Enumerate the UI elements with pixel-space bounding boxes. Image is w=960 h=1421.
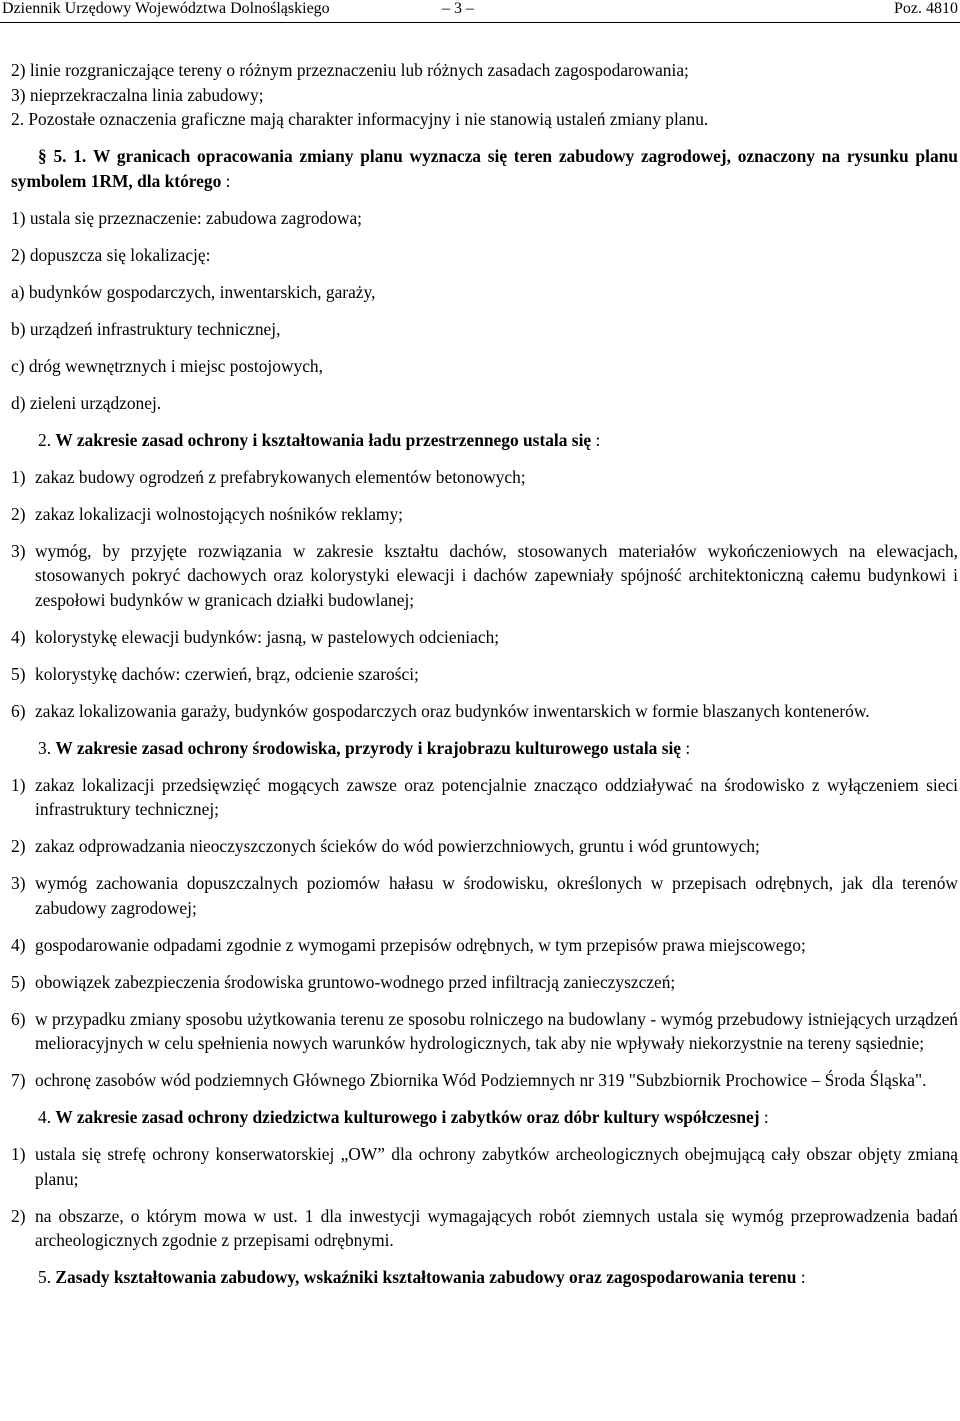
running-header: [0, 0, 960, 22]
section-4-title: W zakresie zasad ochrony dziedzictwa kulturowego i zabytków oraz dóbr kultury współczesnej: [55, 1107, 760, 1127]
s3-item-text: wymóg zachowania dopuszczalnych poziomów hałasu w środowisku, określonych w przepisach odrębnych, jak dla terenów zabudowy zagrodowej;: [35, 873, 958, 918]
s3-item: [11, 970, 958, 995]
s2-item-text: kolorystykę elewacji budynków: jasną, w pastelowych odcieniach;: [35, 626, 500, 647]
s2-item-number: 2): [11, 503, 26, 524]
s3-item-number: 3): [11, 873, 26, 893]
section-5b-colon: :: [796, 1267, 806, 1287]
s3-item: [11, 1007, 958, 1056]
s2-item-text: zakaz lokalizacji wolnostojących nośników reklamy;: [35, 503, 403, 524]
section-3-title: W zakresie zasad ochrony środowiska, przyrody i krajobrazu kulturowego ustala się: [55, 737, 682, 758]
journal-title: Dziennik Urzędowy Województwa Dolnośląskiego: [2, 0, 330, 17]
s2-item-number: 6): [11, 700, 26, 721]
s4-item: [11, 1204, 958, 1253]
section-2-number: 2.: [38, 429, 52, 450]
s2-item: [11, 699, 958, 724]
s3-item-number: 7): [11, 1070, 26, 1090]
s3-item-number: 1): [11, 774, 26, 795]
s3-item-text: zakaz odprowadzania nieoczyszczonych ścieków do wód powierzchniowych, gruntu i wód gruntowych;: [35, 836, 760, 856]
s2-item: [11, 465, 958, 490]
section-5b-number: 5.: [38, 1267, 52, 1287]
section-3-colon: :: [681, 737, 691, 758]
s2-item-number: 1): [11, 466, 26, 487]
position-number: Poz. 4810: [894, 0, 958, 17]
section-3-heading: [11, 736, 958, 761]
section-3-number: 3.: [38, 737, 52, 758]
s3-item-number: 6): [11, 1008, 26, 1029]
s2-item: [11, 539, 958, 613]
s2-item-text: zakaz lokalizowania garaży, budynków gospodarczych oraz budynków inwentarskich w formie blaszanych kontenerów.: [35, 700, 870, 721]
section-4-heading: [11, 1105, 958, 1130]
document-body: [11, 58, 958, 1290]
s2-item: [11, 662, 958, 687]
s4-item: [11, 1142, 958, 1191]
s4-item-text: ustala się strefę ochrony konserwatorskiej „OW” dla ochrony zabytków archeologicznych obejmującą cały obszar objęty zmianą planu;: [35, 1144, 958, 1189]
section-5-number: § 5. 1.: [38, 146, 87, 166]
section-5-heading: [11, 144, 958, 193]
s3-item-number: 4): [11, 934, 26, 955]
s3-item: [11, 773, 958, 822]
s3-item: [11, 871, 958, 920]
s5-item-2c: c) dróg wewnętrznych i miejsc postojowych,: [11, 355, 323, 376]
s2-item-number: 4): [11, 626, 26, 647]
s4-item-number: 1): [11, 1144, 26, 1164]
s2-item-number: 3): [11, 540, 26, 561]
s5-item-2d: d) zieleni urządzonej.: [11, 392, 162, 413]
section-4-colon: :: [759, 1107, 769, 1127]
section-2-title: W zakresie zasad ochrony i kształtowania ładu przestrzennego ustala się: [55, 429, 592, 450]
header-rule: [0, 22, 960, 23]
intro-paragraph-2: 2. Pozostałe oznaczenia graficzne mają charakter informacyjny i nie stanowią ustaleń zmiany planu.: [11, 109, 709, 129]
s2-item-text: kolorystykę dachów: czerwień, brąz, odcienie szarości;: [35, 663, 419, 684]
s5-item-2: 2) dopuszcza się lokalizację:: [11, 244, 211, 265]
s3-item-text: zakaz lokalizacji przedsięwzięć mogących zawsze oraz potencjalnie znacząco oddziaływać na środowisko z wyłączeniem sieci infrastruktury technicznej;: [35, 774, 958, 819]
s5-item-2b: b) urządzeń infrastruktury technicznej,: [11, 318, 281, 339]
s2-item-text: zakaz budowy ogrodzeń z prefabrykowanych elementów betonowych;: [35, 466, 526, 487]
s3-item-text: gospodarowanie odpadami zgodnie z wymogami przepisów odrębnych, w tym przepisów prawa miejscowego;: [35, 934, 806, 955]
s3-item-text: ochronę zasobów wód podziemnych Głównego Zbiornika Wód Podziemnych nr 319 "Subzbiornik Prochowice – Środa Śląska".: [35, 1070, 927, 1090]
section-5-title: W granicach opracowania zmiany planu wyznacza się teren zabudowy zagrodowej, oznaczony na rysunku planu symbolem 1RM, dla którego: [11, 146, 958, 191]
section-5-colon: :: [221, 170, 231, 191]
intro-item-3: 3) nieprzekraczalna linia zabudowy;: [11, 84, 264, 105]
s2-item: [11, 502, 958, 527]
section-5b-title: Zasady kształtowania zabudowy, wskaźniki kształtowania zabudowy oraz zagospodarowania terenu: [55, 1267, 797, 1287]
s3-item-number: 5): [11, 971, 26, 992]
s3-item: [11, 834, 958, 859]
s3-item-number: 2): [11, 836, 26, 856]
section-2-heading: [11, 428, 958, 453]
intro-item-2: 2) linie rozgraniczające tereny o różnym przeznaczeniu lub różnych zasadach zagospodarowania;: [11, 60, 689, 80]
section-2-colon: :: [591, 429, 601, 450]
section-4-number: 4.: [38, 1107, 52, 1127]
section-5b-heading: [11, 1265, 958, 1290]
s4-item-number: 2): [11, 1205, 26, 1226]
page-number: – 3 –: [442, 0, 474, 17]
s2-item: [11, 625, 958, 650]
s5-item-2a: a) budynków gospodarczych, inwentarskich, garaży,: [11, 281, 376, 302]
s3-item: [11, 933, 958, 958]
s5-item-1: 1) ustala się przeznaczenie: zabudowa zagrodowa;: [11, 207, 363, 228]
s2-item-number: 5): [11, 663, 26, 684]
s3-item-text: obowiązek zabezpieczenia środowiska gruntowo-wodnego przed infiltracją zanieczyszczeń;: [35, 971, 676, 992]
s4-item-text: na obszarze, o którym mowa w ust. 1 dla inwestycji wymagających robót ziemnych ustala się wymóg przeprowadzenia badań archeologicznych zgodnie z przepisami odrębnymi.: [35, 1205, 958, 1250]
s2-item-text: wymóg, by przyjęte rozwiązania w zakresie kształtu dachów, stosowanych materiałów wykończeniowych na elewacjach, stosowanych pokryć dachowych oraz kolorystyki elewacji i dachów zapewniały spójność architektoniczną całemu budynkowi i zespołowi budynków w granicach działki budowlanej;: [35, 540, 958, 610]
s3-item-text: w przypadku zmiany sposobu użytkowania terenu ze sposobu rolniczego na budowlany - wymóg przebudowy istniejących urządzeń melioracyjnych w celu spełnienia nowych warunków hydrologicznych, tak aby nie wpływały niekorzystnie na tereny sąsiednie;: [35, 1008, 958, 1053]
s3-item: [11, 1068, 958, 1093]
